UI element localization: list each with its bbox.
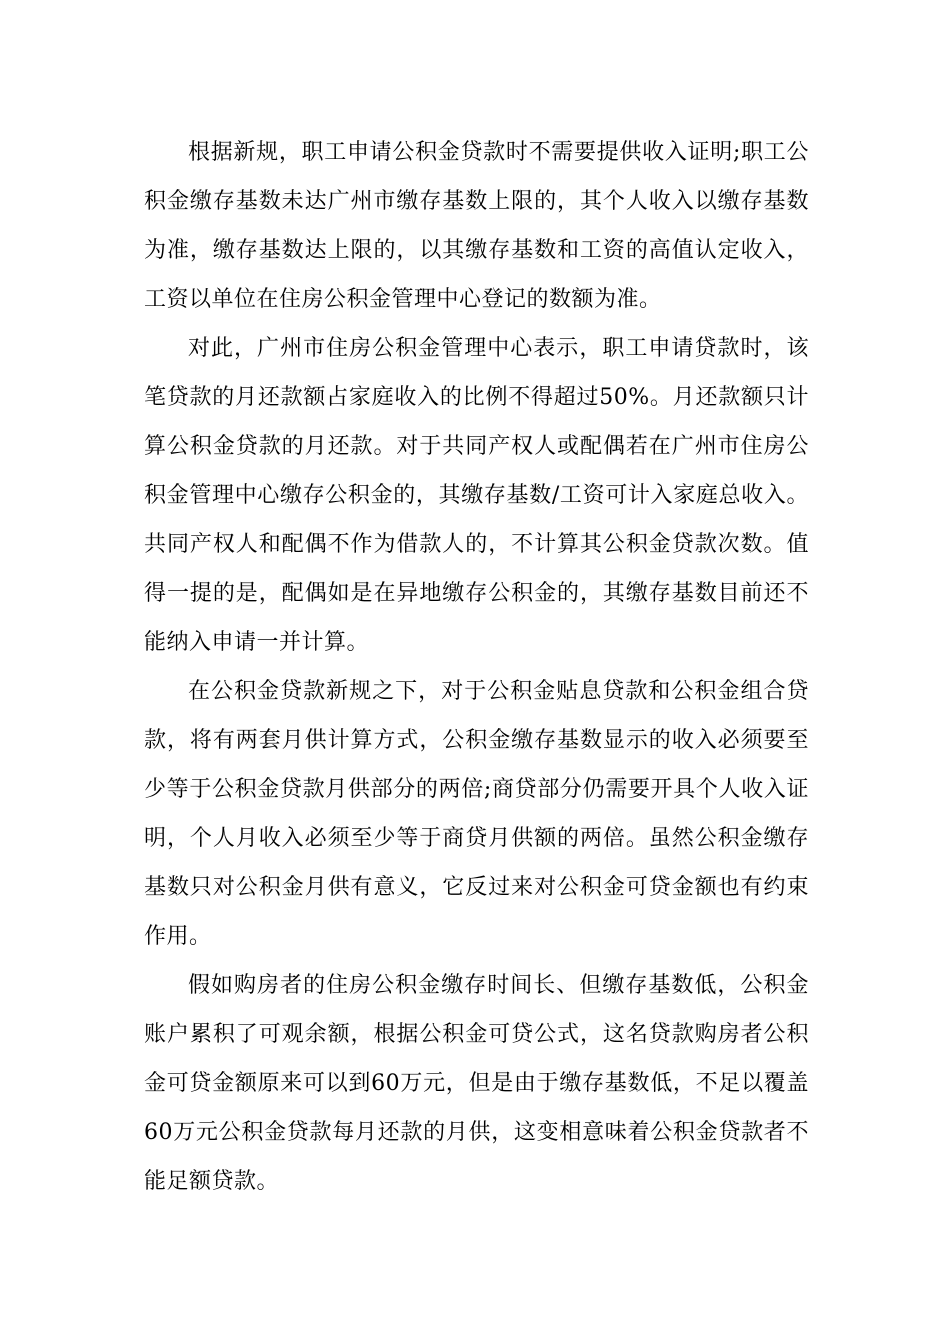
- paragraph-2: 对此，广州市住房公积金管理中心表示，职工申请贷款时，该笔贷款的月还款额占家庭收入的比例不得超过50%。月还款额只计算公积金贷款的月还款。对于共同产权人或配偶若在广州市住房公积金管理中心缴存公积金的，其缴存基数/工资可计入家庭总收入。共同产权人和配偶不作为借款人的，不计算其公积金贷款次数。值得一提的是，配偶如是在异地缴存公积金的，其缴存基数目前还不能纳入申请一并计算。: [144, 336, 809, 655]
- paragraph-1: 根据新规，职工申请公积金贷款时不需要提供收入证明;职工公积金缴存基数未达广州市缴存基数上限的，其个人收入以缴存基数为准，缴存基数达上限的，以其缴存基数和工资的高值认定收入，工资以单位在住房公积金管理中心登记的数额为准。: [144, 140, 809, 312]
- document-body: [144, 128, 809, 1206]
- paragraph-3: 在公积金贷款新规之下，对于公积金贴息贷款和公积金组合贷款，将有两套月供计算方式，公积金缴存基数显示的收入必须要至少等于公积金贷款月供部分的两倍;商贷部分仍需要开具个人收入证明，个人月收入必须至少等于商贷月供额的两倍。虽然公积金缴存基数只对公积金月供有意义，它反过来对公积金可贷金额也有约束作用。: [144, 679, 809, 949]
- paragraph-4: 假如购房者的住房公积金缴存时间长、但缴存基数低，公积金账户累积了可观余额，根据公积金可贷公式，这名贷款购房者公积金可贷金额原来可以到60万元，但是由于缴存基数低，不足以覆盖60万元公积金贷款每月还款的月供，这变相意味着公积金贷款者不能足额贷款。: [144, 973, 809, 1194]
